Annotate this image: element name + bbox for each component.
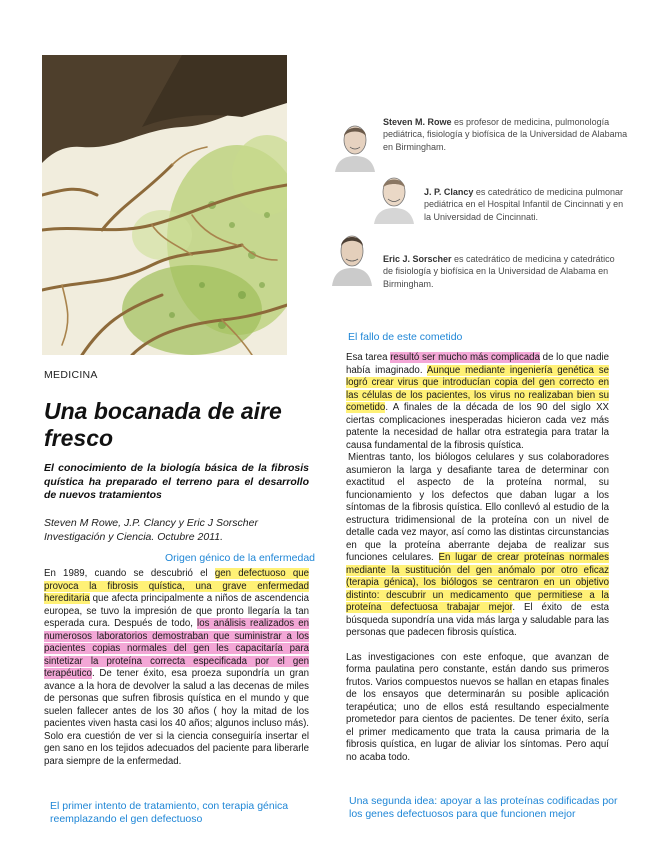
text-run: Las investigaciones con este enfoque, que avanzan de forma paulatina pero constante, están dando sus primeros frutos. Varios compuestos nuevos se hallan en etapas finales de los ensayos que determinarán su posible aplicación terapéutica; uno de ellos está resultando especialmente prometedor para cientos de pacientes. De tener éxito, sería el primer medicamento que trata la causa primaria de la fibrosis quística, en lugar de aliviar los síntomas. Pero aquí no acaba todo. xyxy=(346,651,609,763)
right-body xyxy=(346,352,609,764)
section-label: MEDICINA xyxy=(44,369,98,381)
article-title: Una bocanada de aire fresco xyxy=(44,398,282,451)
text-run: . El éxito de esta búsqueda supondría una vida más larga y saludable para las personas que padecen fibrosis quística. xyxy=(346,602,609,638)
subhead-primer-intento: El primer intento de tratamiento, con terapia génica reemplazando el gen defectuoso xyxy=(50,800,289,825)
text-run: . A finales de la década de los 90 del siglo XX ciertas complicaciones inesperadas hicieron cada vez más patente la necesidad de hallar otra estrategia para tratar la causa fundamental de la fibrosis quística. xyxy=(346,402,609,451)
highlight-yellow: En lugar de crear proteínas normales mediante la sustitución del gen anómalo por otro eficaz (terapia génica), los biólogos se centraron en un objetivo distinto: descubrir un medicamento que permitiese a la proteína defectuosa trabajar mejor xyxy=(346,552,609,613)
paragraph xyxy=(44,568,309,768)
highlight-yellow: gen defectuoso que provoca la fibrosis quística, una grave enfermedad hereditaria xyxy=(44,568,309,604)
text-run: En 1989, cuando se descubrió el xyxy=(44,568,215,579)
article-byline xyxy=(44,516,314,544)
author-bio-clancy xyxy=(424,186,629,223)
paragraph xyxy=(346,352,609,452)
author-bio-sorscher xyxy=(383,253,623,290)
paragraph xyxy=(346,652,609,765)
illustration-svg xyxy=(42,55,287,355)
byline-authors: Steven M Rowe, J.P. Clancy y Eric J Sorscher xyxy=(44,517,258,529)
subhead-fallo: El fallo de este cometido xyxy=(348,331,463,343)
author-portrait-sorscher xyxy=(330,230,374,291)
left-body xyxy=(44,568,309,768)
subhead-origen: Origen génico de la enfermedad xyxy=(164,552,315,564)
byline-source: Investigación y Ciencia. Octubre 2011. xyxy=(44,531,223,543)
article-deck: El conocimiento de la biología básica de la fibrosis quística ha preparado el terreno para el desarrollo de nuevos tratamientos xyxy=(44,462,309,501)
author-portrait-clancy xyxy=(372,172,416,229)
author-name: Eric J. Sorscher xyxy=(383,254,452,264)
author-desc: es catedrático de medicina pulmonar pediátrica en el Hospital Infantil de Cincinnati y en la Universidad de Cincinnati. xyxy=(424,187,624,222)
author-name: Steven M. Rowe xyxy=(383,117,452,127)
paragraph xyxy=(346,452,609,640)
text-run: que afecta principalmente a niños de ascendencia europea, se tuvo la impresión de que pronto llegaría la tan esperada cura. Después de todo, xyxy=(44,593,309,629)
text-run: Mientras tanto, los biólogos celulares y sus colaboradores asumieron la larga y desafiante tarea de determinar con exactitud el aspecto de la proteína normal, su funcionamiento y los defectos que daban lugar a los síntomas de la fibrosis quística. Ello conllevó al estudio de la estructura tridimensional de la proteína con un nivel de detalle cada vez mayor, así como las distintas circunstancias en que la proteína aberrante dejaba de realizar sus funciones celulares. xyxy=(346,452,609,563)
highlight-pink: los análisis realizados en numerosos laboratorios demostraban que suministrar a los pacientes copias normales del gen les capacitaría para sintetizar la proteína correcta especificada por el gen terapéutico xyxy=(44,618,309,679)
author-portrait-rowe xyxy=(333,120,377,177)
author-desc: es catedrático de medicina y catedrático de fisiología y biofísica en la Universidad de Alabama en Birmingham. xyxy=(383,254,615,289)
author-bio-rowe xyxy=(383,116,628,153)
highlight-yellow: Aunque mediante ingeniería genética se logró crear virus que introducían copia del gen correcto en las células de los pacientes, los virus no realizaban bien su cometido xyxy=(346,364,609,413)
highlight-pink: resultó ser mucho más complicada xyxy=(390,352,540,363)
subhead-segunda-idea: Una segunda idea: apoyar a las proteínas codificadas por los genes defectuosos para que funcionen mejor xyxy=(349,795,618,820)
lung-branches-illustration xyxy=(42,55,287,355)
text-run: . De tener éxito, esa proeza supondría un gran avance a la hora de devolver la salud a las decenas de miles de personas que sufren fibrosis quística en el mundo y que suelen fallecer antes de los 30 años ( hoy la mitad de los pacientes viven hasta casi los 40 años; algunos incluso más). Solo era cuestión de ver si la ciencia conseguiría insertar el gen sano en los tejidos adecuados del paciente para liberarle para siempre de la enfermedad. xyxy=(44,668,309,767)
author-desc: es profesor de medicina, pulmonología pediátrica, fisiología y biofísica de la Universidad de Alabama en Birmingham. xyxy=(383,117,628,152)
text-run: Esa tarea xyxy=(346,352,391,363)
author-name: J. P. Clancy xyxy=(424,187,474,197)
text-run: de lo que nadie había imaginado. xyxy=(346,352,609,376)
